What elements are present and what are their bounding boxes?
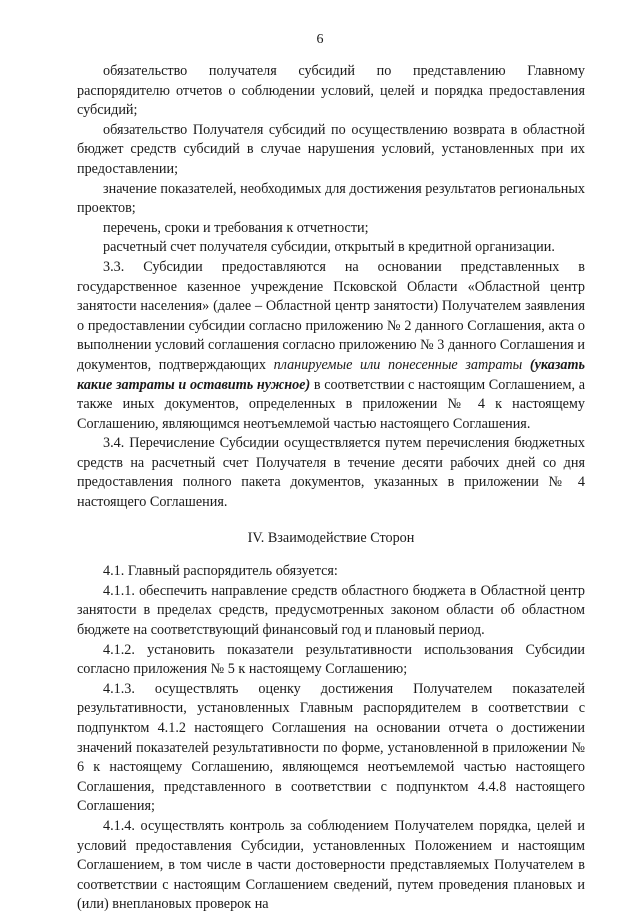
clause-4-1-1: 4.1.1. обеспечить направление средств областного бюджета в Областной центр занятости в пределах средств, предусмотренных законом области об областном бюджете на соответствующий финансовый год и плановый период. bbox=[77, 582, 585, 639]
clause-3-3 bbox=[77, 258, 585, 434]
paragraph: обязательство Получателя субсидий по осуществлению возврата в областной бюджет средств субсидий в случае нарушения условий, установленных при их предоставлении; bbox=[77, 121, 585, 177]
clause-4-1-4: 4.1.4. осуществлять контроль за соблюдением Получателем порядка, целей и условий предоставления Субсидии, установленных Положением и настоящим Соглашением, в том числе в части достоверности представляемых Получателем в соответствии с настоящим Соглашением сведений, путем проведения плановых и (или) внеплановых проверок на bbox=[77, 817, 585, 913]
clause-text: 3.3. Субсидии предоставляются на основании представленных в государственное казенное учреждение Псковской Области «Областной центр занятости населения» (далее – Областной центр занятости) Получателем заявления о предоставлении субсидии согласно приложению № 2 данного Соглашения, акта о выполнении условий соглашения согласно приложению № 3 данного Соглашения и документов, подтверждающих bbox=[77, 258, 585, 373]
clause-3-4: 3.4. Перечисление Субсидии осуществляется путем перечисления бюджетных средств на расчетный счет Получателя в течение десяти рабочих дней со дня предоставления полного пакета документов, указанных в приложении № 4 настоящего Соглашения. bbox=[77, 435, 585, 511]
clause-4-1-2: 4.1.2. установить показатели результативности использования Субсидии согласно приложения № 5 к настоящему Соглашению; bbox=[77, 641, 585, 678]
clause-text bbox=[522, 357, 530, 373]
paragraph: обязательство получателя субсидий по представлению Главному распорядителю отчетов о соблюдении условий, целей и порядка предоставления субсидий; bbox=[77, 63, 585, 119]
clause-text: в соответствии с настоящим Соглашением, а также иных документов, определенных в приложении № 4 к настоящему Соглашению, являющимся неотъемлемой частью настоящего Соглашения. bbox=[77, 376, 585, 432]
document-body bbox=[77, 62, 585, 915]
clause-4-1-3: 4.1.3. осуществлять оценку достижения Получателем показателей результативности, установленных Главным распорядителем в соответствии с подпунктом 4.1.2 настоящего Соглашения на основании отчета о достижении значений показателей результативности по форме, установленной в приложении № 6 к настоящему Соглашению, являющемся неотъемлемой частью настоящего Соглашения, представленного в соответствии с подпунктом 4.4.8 настоящего Соглашения; bbox=[77, 680, 585, 815]
clause-4-1: 4.1. Главный распорядитель обязуется: bbox=[103, 563, 338, 580]
section-heading: IV. Взаимодействие Сторон bbox=[247, 529, 415, 546]
paragraph: перечень, сроки и требования к отчетности; bbox=[103, 219, 369, 236]
paragraph: расчетный счет получателя субсидии, открытый в кредитной организации. bbox=[103, 239, 555, 256]
italic-text: планируемые или понесенные затраты bbox=[273, 356, 523, 373]
page-number: 6 bbox=[316, 32, 324, 47]
bold-italic-note: (указать какие затраты и оставить нужное) bbox=[77, 356, 585, 393]
paragraph: значение показателей, необходимых для достижения результатов региональных проектов; bbox=[77, 180, 585, 217]
